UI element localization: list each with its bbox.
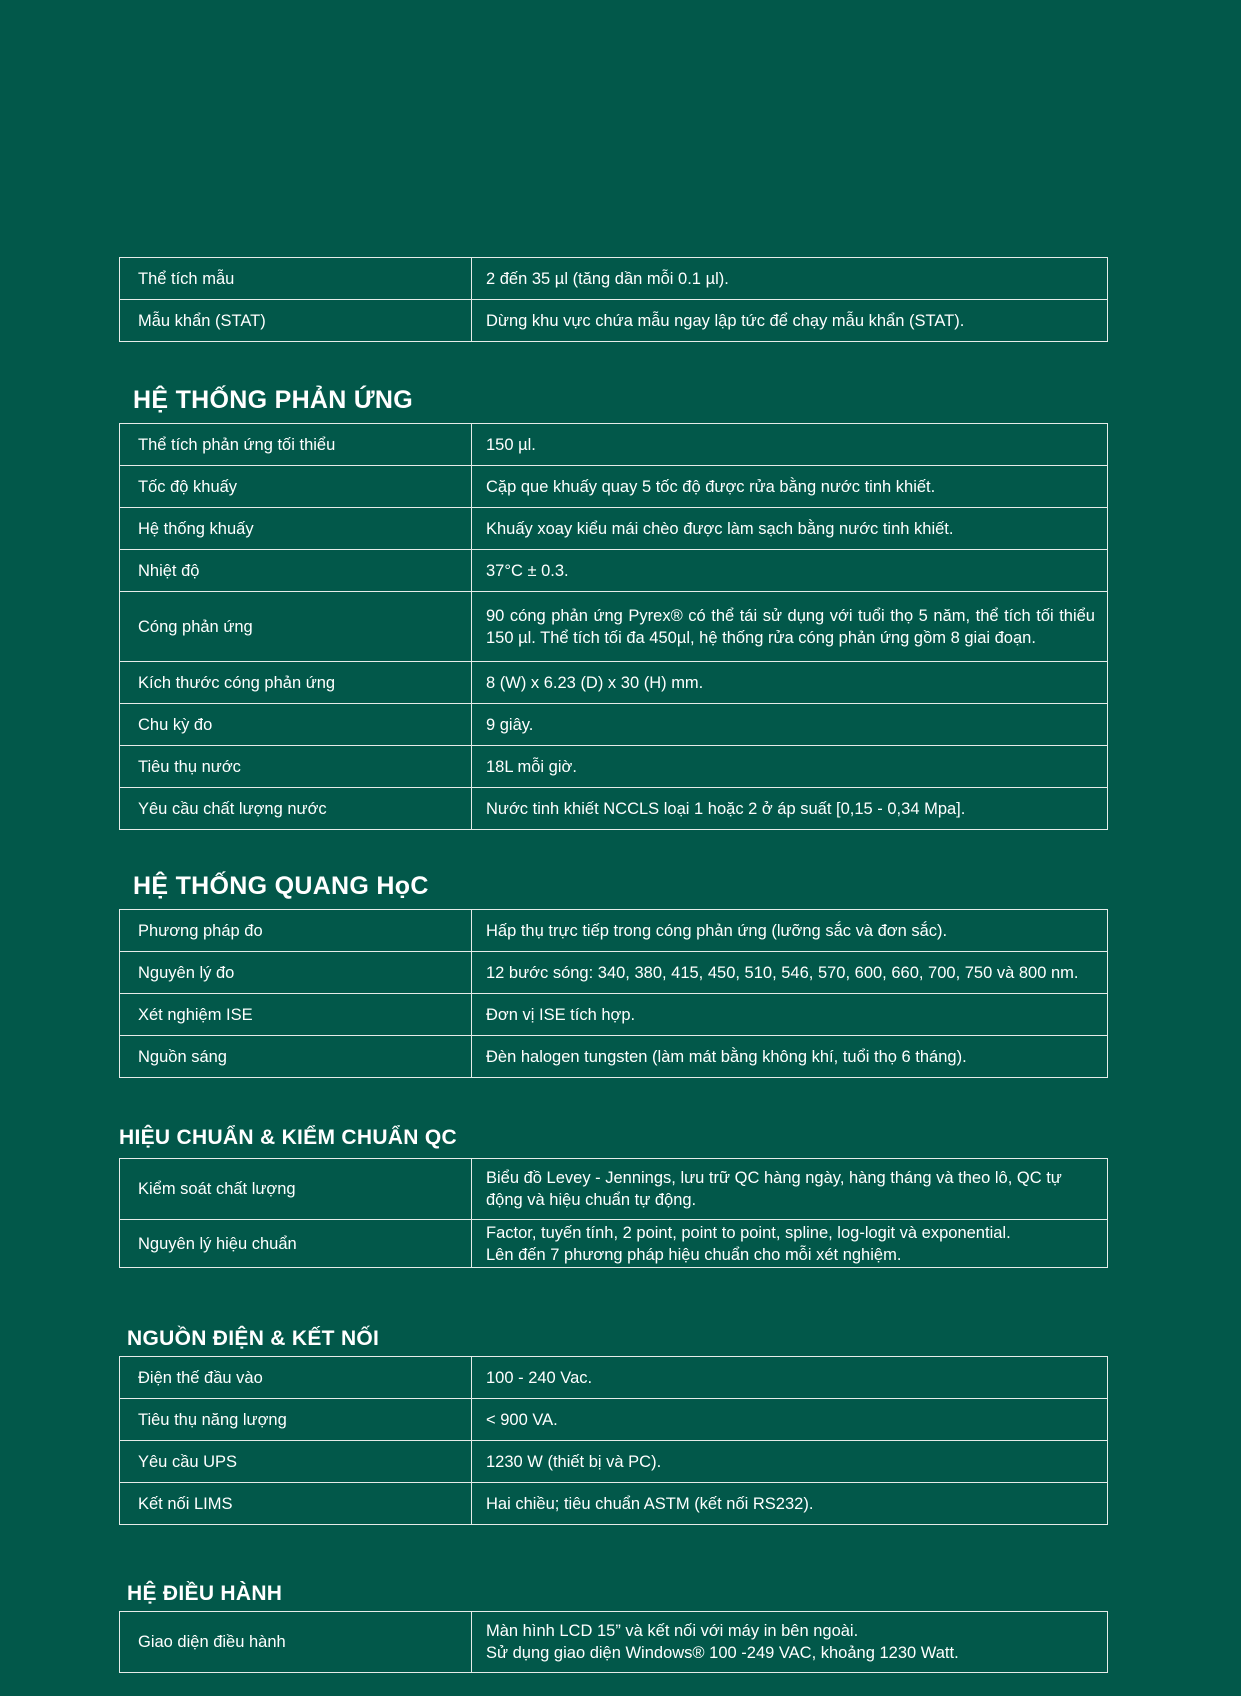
table-row [120, 592, 1108, 662]
table-row [120, 994, 1108, 1036]
table-row [120, 788, 1108, 830]
spec-label: Thể tích phản ứng tối thiểu [120, 424, 472, 466]
spec-value: 2 đến 35 µl (tăng dần mỗi 0.1 µl). [472, 258, 1108, 300]
spec-label: Phương pháp đo [120, 910, 472, 952]
spec-value: Màn hình LCD 15” và kết nối với máy in bên ngoài. Sử dụng giao diện Windows® 100 -249 VAC, khoảng 1230 Watt. [472, 1612, 1108, 1673]
os-section-title: HỆ ĐIỀU HÀNH [127, 1582, 283, 1605]
table-row [120, 466, 1108, 508]
table-row [120, 258, 1108, 300]
table-row [120, 704, 1108, 746]
spec-label: Tiêu thụ nước [120, 746, 472, 788]
calibration-section-title: HIỆU CHUẨN & KIỂM CHUẨN QC [119, 1126, 457, 1149]
spec-value: < 900 VA. [472, 1399, 1108, 1441]
spec-value: Nước tinh khiết NCCLS loại 1 hoặc 2 ở áp suất [0,15 - 0,34 Mpa]. [472, 788, 1108, 830]
table-row [120, 662, 1108, 704]
table-row [120, 1357, 1108, 1399]
spec-value: 9 giây. [472, 704, 1108, 746]
table-row [120, 1612, 1108, 1673]
spec-value: Factor, tuyến tính, 2 point, point to point, spline, log-logit và exponential. Lên đến 7 phương pháp hiệu chuẩn cho mỗi xét nghiệm. [472, 1220, 1108, 1268]
table-row [120, 746, 1108, 788]
spec-value: 90 cóng phản ứng Pyrex® có thể tái sử dụng với tuổi thọ 5 năm, thể tích tối thiểu 150 µl. Thể tích tối đa 450µl, hệ thống rửa cóng phản ứng gồm 8 giai đoạn. [472, 592, 1108, 662]
spec-value: 8 (W) x 6.23 (D) x 30 (H) mm. [472, 662, 1108, 704]
table-row [120, 1220, 1108, 1268]
table-row [120, 550, 1108, 592]
reaction-spec-table [119, 423, 1108, 830]
spec-label: Xét nghiệm ISE [120, 994, 472, 1036]
spec-label: Hệ thống khuấy [120, 508, 472, 550]
spec-label: Chu kỳ đo [120, 704, 472, 746]
spec-value: Cặp que khuấy quay 5 tốc độ được rửa bằng nước tinh khiết. [472, 466, 1108, 508]
spec-label: Nguyên lý hiệu chuẩn [120, 1220, 472, 1268]
spec-label: Nguyên lý đo [120, 952, 472, 994]
power-spec-table [119, 1356, 1108, 1525]
spec-label: Tốc độ khuấy [120, 466, 472, 508]
spec-label: Cóng phản ứng [120, 592, 472, 662]
table-row [120, 1036, 1108, 1078]
spec-value: 1230 W (thiết bị và PC). [472, 1441, 1108, 1483]
table-row [120, 910, 1108, 952]
sample-spec-table [119, 257, 1108, 342]
spec-label: Điện thế đầu vào [120, 1357, 472, 1399]
spec-value: Đơn vị ISE tích hợp. [472, 994, 1108, 1036]
spec-value: Hấp thụ trực tiếp trong cóng phản ứng (lưỡng sắc và đơn sắc). [472, 910, 1108, 952]
spec-value: 100 - 240 Vac. [472, 1357, 1108, 1399]
spec-label: Mẫu khẩn (STAT) [120, 300, 472, 342]
spec-value: 37°C ± 0.3. [472, 550, 1108, 592]
power-section-title: NGUỒN ĐIỆN & KẾT NỐI [127, 1327, 380, 1350]
table-row [120, 1441, 1108, 1483]
table-row [120, 1399, 1108, 1441]
table-row [120, 300, 1108, 342]
spec-value: Khuấy xoay kiểu mái chèo được làm sạch bằng nước tinh khiết. [472, 508, 1108, 550]
spec-label: Kết nối LIMS [120, 1483, 472, 1525]
spec-value: 12 bước sóng: 340, 380, 415, 450, 510, 546, 570, 600, 660, 700, 750 và 800 nm. [472, 952, 1108, 994]
spec-value: 150 µl. [472, 424, 1108, 466]
spec-label: Giao diện điều hành [120, 1612, 472, 1673]
spec-label: Nhiệt độ [120, 550, 472, 592]
optical-spec-table [119, 909, 1108, 1078]
os-spec-table [119, 1611, 1108, 1673]
spec-label: Yêu cầu UPS [120, 1441, 472, 1483]
spec-value: 18L mỗi giờ. [472, 746, 1108, 788]
spec-label: Tiêu thụ năng lượng [120, 1399, 472, 1441]
table-row [120, 952, 1108, 994]
table-row [120, 508, 1108, 550]
spec-label: Kiểm soát chất lượng [120, 1159, 472, 1220]
spec-label: Yêu cầu chất lượng nước [120, 788, 472, 830]
spec-value: Biểu đồ Levey - Jennings, lưu trữ QC hàng ngày, hàng tháng và theo lô, QC tự động và hiệu chuẩn tự động. [472, 1159, 1108, 1220]
spec-label: Nguồn sáng [120, 1036, 472, 1078]
spec-value: Đèn halogen tungsten (làm mát bằng không khí, tuổi thọ 6 tháng). [472, 1036, 1108, 1078]
table-row [120, 1159, 1108, 1220]
spec-label: Kích thước cóng phản ứng [120, 662, 472, 704]
spec-value: Hai chiều; tiêu chuẩn ASTM (kết nối RS232). [472, 1483, 1108, 1525]
spec-value: Dừng khu vực chứa mẫu ngay lập tức để chạy mẫu khẩn (STAT). [472, 300, 1108, 342]
table-row [120, 424, 1108, 466]
calibration-spec-table [119, 1158, 1108, 1268]
spec-label: Thể tích mẫu [120, 258, 472, 300]
optical-section-title: HỆ THỐNG QUANG HọC [133, 872, 429, 900]
table-row [120, 1483, 1108, 1525]
reaction-section-title: HỆ THỐNG PHẢN ỨNG [133, 386, 414, 414]
